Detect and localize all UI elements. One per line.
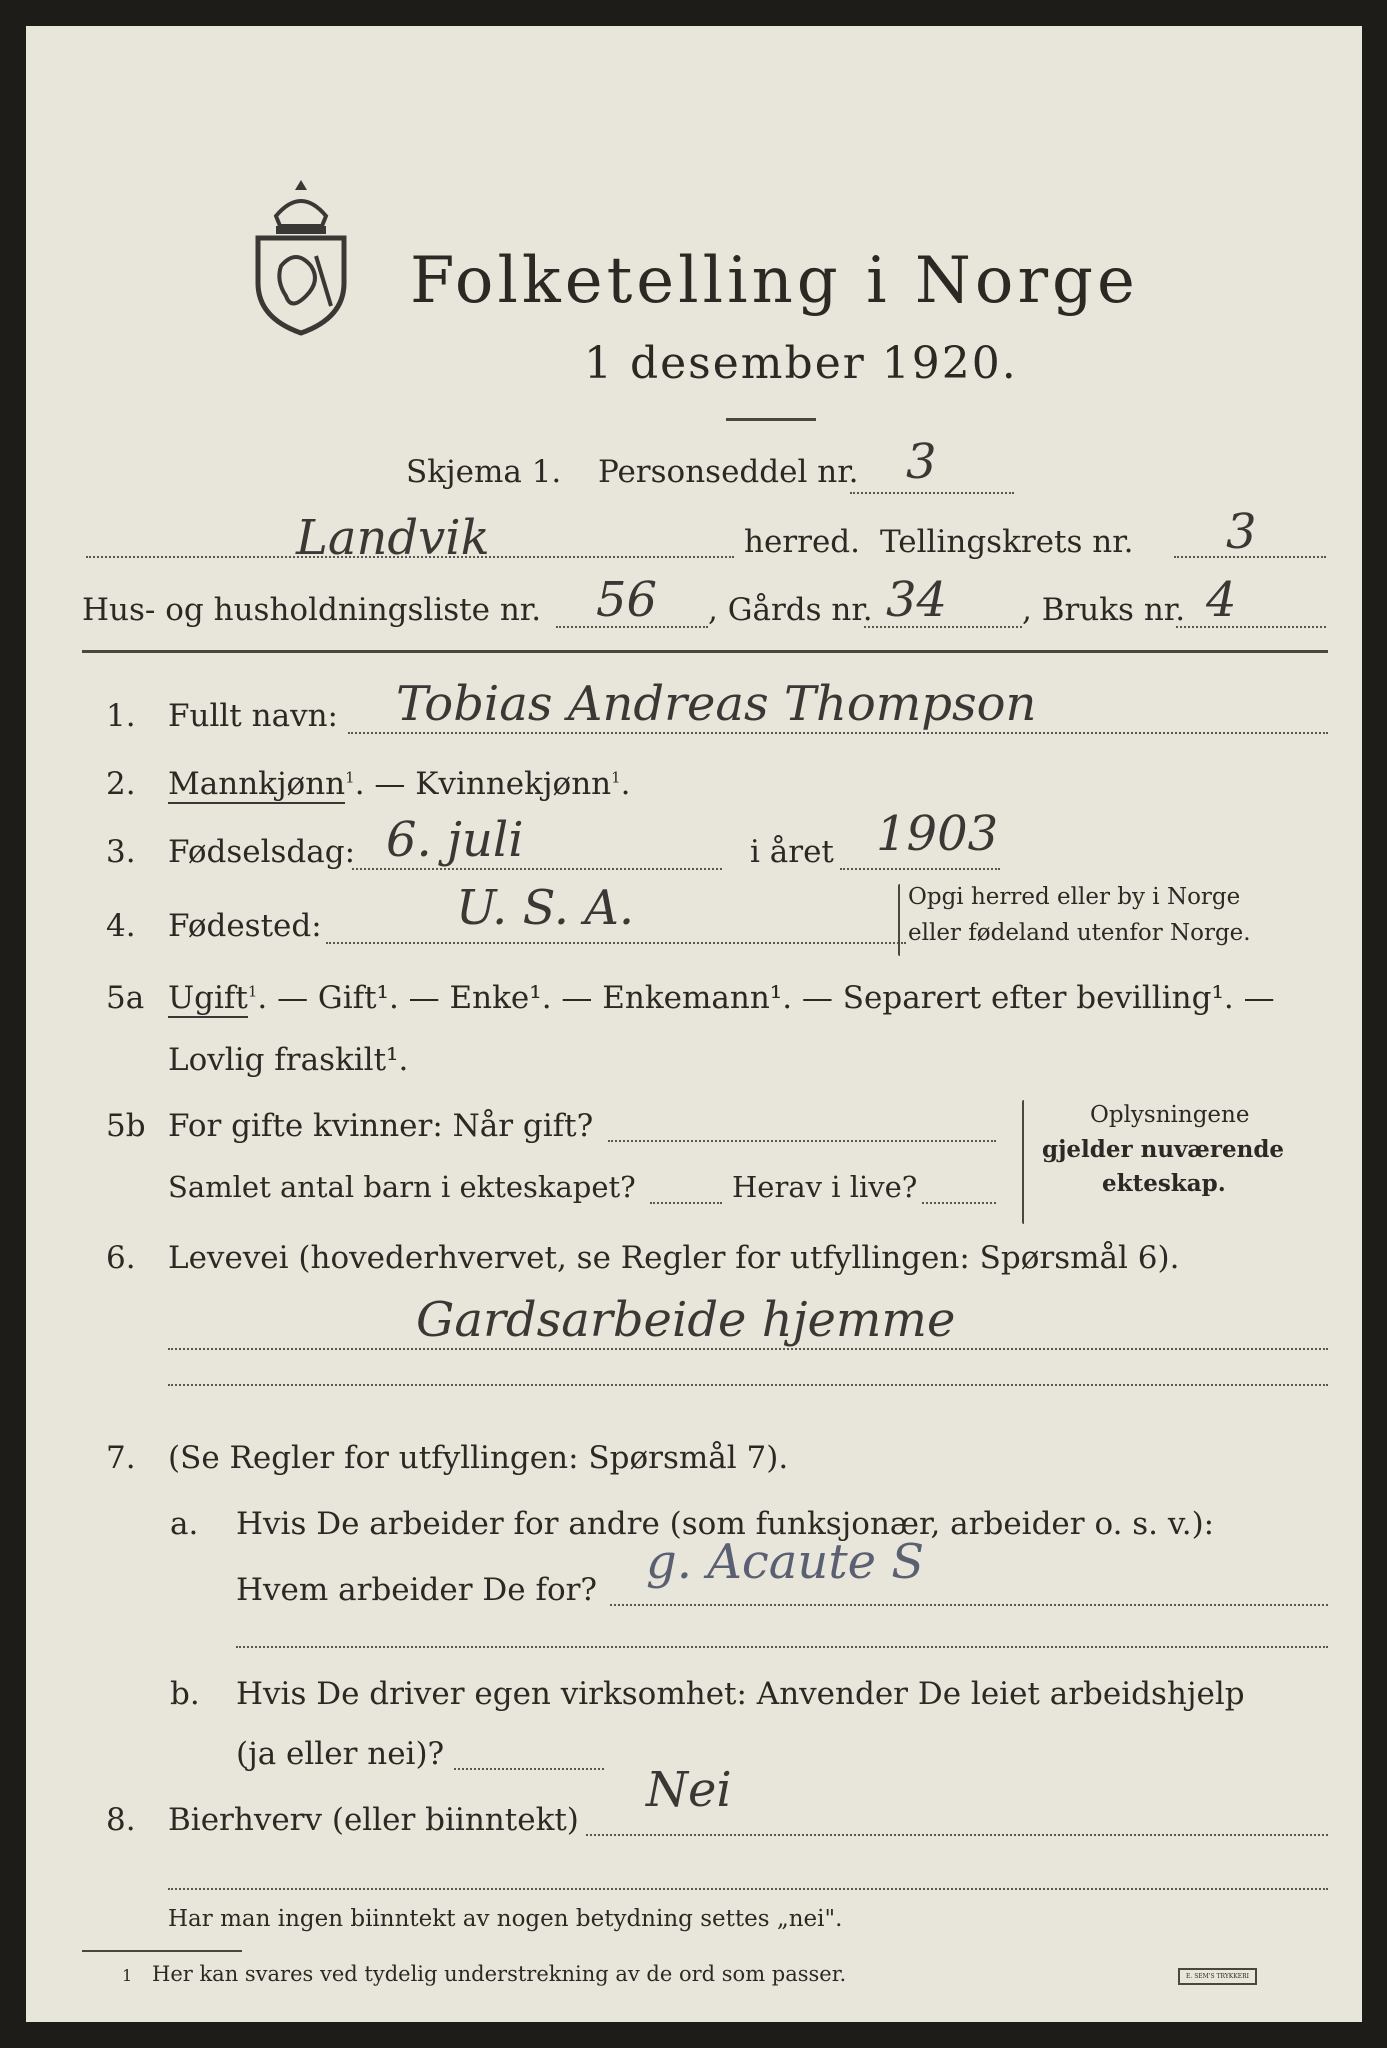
q4-note-2: eller fødeland utenfor Norge. xyxy=(908,920,1251,946)
q8-value: Nei xyxy=(646,1762,732,1818)
q6-line-1 xyxy=(168,1348,1328,1350)
tellingskrets-value: 3 xyxy=(1226,504,1257,560)
q7b-label: Hvis De driver egen virksomhet: Anvender De leiet arbeidshjelp xyxy=(236,1676,1245,1712)
census-form-page xyxy=(26,26,1362,2022)
personseddel-line xyxy=(850,492,1014,494)
q4-note-1: Opgi herred eller by i Norge xyxy=(908,884,1241,910)
q8-label: Bierhverv (eller biinntekt) xyxy=(168,1802,579,1838)
coat-of-arms-icon xyxy=(246,176,356,336)
husholdning-label: Hus- og husholdningsliste nr. xyxy=(82,592,542,628)
form-title: Folketelling i Norge xyxy=(410,244,1139,318)
q6-label: Levevei (hovederhvervet, se Regler for utfyllingen: Spørsmål 6). xyxy=(168,1240,1180,1276)
bruks-value: 4 xyxy=(1206,572,1237,628)
footnote-text: Her kan svares ved tydelig understrekning av de ord som passer. xyxy=(152,1962,847,1986)
q2-options: Mannkjønn$^1$. — Kvinnekjønn$^1$. xyxy=(168,766,631,802)
q3-year-value: 1903 xyxy=(876,806,999,862)
q5b-line-2 xyxy=(650,1202,722,1204)
q7a-letter: a. xyxy=(170,1506,199,1542)
header-divider xyxy=(82,650,1328,653)
q5b-label-1: For gifte kvinner: Når gift? xyxy=(168,1108,594,1144)
q3-line xyxy=(352,868,722,870)
tellingskrets-label: Tellingskrets nr. xyxy=(880,524,1134,560)
form-date: 1 desember 1920. xyxy=(584,338,1018,389)
skjema-label: Skjema 1. xyxy=(406,454,562,490)
q5a-number: 5a xyxy=(106,980,145,1016)
bruks-line xyxy=(1176,626,1326,628)
q2-end: . xyxy=(620,766,631,802)
q3-year-label: i året xyxy=(750,834,834,870)
q4-brace xyxy=(898,884,900,956)
q5b-note-3: ekteskap. xyxy=(1102,1170,1226,1197)
q3-label: Fødselsdag: xyxy=(168,834,356,870)
q5b-number: 5b xyxy=(106,1108,146,1144)
q3-number: 3. xyxy=(106,834,136,870)
q7b-label-2: (ja eller nei)? xyxy=(236,1736,445,1772)
q5a-ugift: Ugift xyxy=(168,980,248,1016)
q8-line-1 xyxy=(586,1834,1328,1836)
q2-mannkjonn: Mannkjønn xyxy=(168,766,346,802)
q5b-brace xyxy=(1022,1100,1024,1224)
herred-label: herred. xyxy=(744,524,860,560)
q2-number: 2. xyxy=(106,766,136,802)
gards-value: 34 xyxy=(886,572,948,628)
q4-value: U. S. A. xyxy=(456,880,635,936)
footnote-divider xyxy=(82,1950,242,1952)
gards-label: , Gårds nr. xyxy=(708,592,873,628)
q7-number: 7. xyxy=(106,1440,136,1476)
q7a-label-2: Hvem arbeider De for? xyxy=(236,1572,598,1608)
q5b-note-1: Oplysningene xyxy=(1090,1102,1250,1128)
herred-line xyxy=(86,556,734,558)
q4-label: Fødested: xyxy=(168,908,322,944)
q1-line xyxy=(348,732,1328,734)
title-divider xyxy=(726,418,816,421)
q8-number: 8. xyxy=(106,1802,136,1838)
q5b-line-1 xyxy=(608,1140,996,1142)
q8-line-2 xyxy=(168,1888,1328,1890)
q7a-line-2 xyxy=(236,1646,1328,1648)
footnote-mark: 1 xyxy=(122,1966,133,1985)
q5b-note-2: gjelder nuværende xyxy=(1042,1136,1285,1163)
q5b-line-3 xyxy=(922,1202,996,1204)
q5b-label-2: Samlet antal barn i ekteskapet? xyxy=(168,1170,636,1204)
q5b-label-3: Herav i live? xyxy=(732,1170,918,1204)
q7a-label: Hvis De arbeider for andre (som funksjonær, arbeider o. s. v.): xyxy=(236,1506,1215,1542)
q7b-letter: b. xyxy=(170,1676,200,1712)
bruks-label: , Bruks nr. xyxy=(1022,592,1186,628)
q2-kvinnekjonn: Kvinnekjønn xyxy=(415,766,612,802)
q1-number: 1. xyxy=(106,698,136,734)
herred-value: Landvik xyxy=(296,510,490,566)
q5a-line2: Lovlig fraskilt¹. xyxy=(168,1042,409,1078)
q6-line-2 xyxy=(168,1384,1328,1386)
q6-number: 6. xyxy=(106,1240,136,1276)
personseddel-label: Personseddel nr. xyxy=(598,454,859,490)
q7a-line-1 xyxy=(610,1604,1328,1606)
q4-number: 4. xyxy=(106,908,136,944)
q5a-options: Ugift$^1$. — Gift¹. — Enke¹. — Enkemann¹. — Separert efter bevilling¹. — xyxy=(168,980,1275,1016)
q1-label: Fullt navn: xyxy=(168,698,338,734)
personseddel-value: 3 xyxy=(906,434,937,490)
q7b-line xyxy=(454,1768,604,1770)
q6-value: Gardsarbeide hjemme xyxy=(416,1292,956,1348)
q7-label: (Se Regler for utfyllingen: Spørsmål 7). xyxy=(168,1440,789,1476)
q7a-value: g. Acaute S xyxy=(646,1534,925,1590)
q5a-rest: . — Gift¹. — Enke¹. — Enkemann¹. — Separert efter bevilling¹. — xyxy=(257,980,1275,1016)
q3-year-line xyxy=(840,868,1000,870)
printer-stamp: E. SEM'S TRYKKERI xyxy=(1178,1968,1257,1985)
q1-value: Tobias Andreas Thompson xyxy=(396,676,1037,732)
biinntekt-note: Har man ingen biinntekt av nogen betydning settes „nei". xyxy=(168,1906,843,1932)
q2-separator: . — xyxy=(354,766,416,802)
q4-line xyxy=(326,942,906,944)
q3-value: 6. juli xyxy=(386,812,524,868)
husholdning-value: 56 xyxy=(596,572,658,628)
